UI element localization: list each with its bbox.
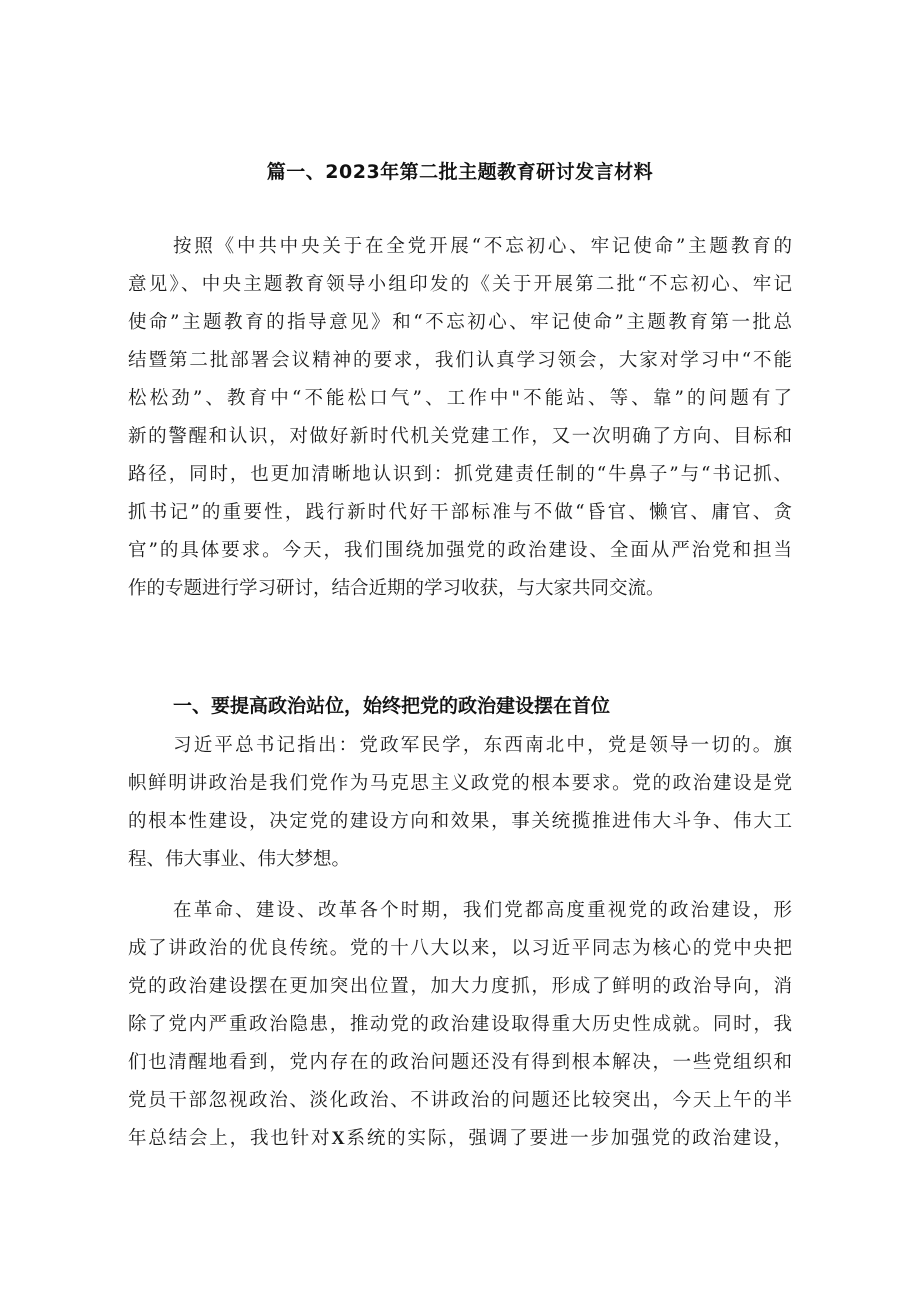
paragraph-line: 使命”主题教育的指导意见》和“不忘初心、牢记使命”主题教育第一批总	[128, 312, 792, 333]
paragraph-line: 路径，同时，也更加清晰地认识到：抓党建责任制的“牛鼻子”与“书记抓、	[128, 464, 792, 485]
paragraph-line: 结暨第二批部署会议精神的要求，我们认真学习领会，大家对学习中“不能	[128, 350, 792, 371]
paragraph-line: 除了党内严重政治隐患，推动党的政治建设取得重大历史性成就。同时，我	[128, 1014, 792, 1035]
section-heading: 一、要提高政治站位，始终把党的政治建设摆在首位	[173, 695, 611, 717]
paragraph-line: 意见》、中央主题教育领导小组印发的《关于开展第二批“不忘初心、牢记	[128, 274, 792, 295]
paragraph-line: 的根本性建设，决定党的建设方向和效果，事关统揽推进伟大斗争、伟大工	[128, 811, 792, 832]
paragraph-line: 官”的具体要求。今天，我们围绕加强党的政治建设、全面从严治党和担当	[128, 540, 792, 561]
paragraph-line: 程、伟大事业、伟大梦想。	[128, 849, 351, 870]
paragraph-line: 帜鲜明讲政治是我们党作为马克思主义政党的根本要求。党的政治建设是党	[128, 773, 792, 794]
paragraph-line: 在革命、建设、改革各个时期，我们党都高度重视党的政治建设，形	[173, 900, 792, 921]
paragraph-line: 抓书记”的重要性，践行新时代好干部标准与不做“昏官、懒官、庸官、贪	[128, 502, 792, 523]
document-title: 篇一、2023年第二批主题教育研讨发言材料	[266, 161, 654, 183]
paragraph-line: 作的专题进行学习研讨，结合近期的学习收获，与大家共同交流。	[128, 578, 665, 599]
system-name-x: X	[331, 1129, 345, 1149]
text-segment: 年总结会上，我也针对	[128, 1128, 332, 1149]
paragraph-line: 习近平总书记指出：党政军民学，东西南北中，党是领导一切的。旗	[173, 735, 792, 756]
paragraph-line: 党的政治建设摆在更加突出位置，加大力度抓，形成了鲜明的政治导向，消	[128, 976, 792, 997]
paragraph-line: 们也清醒地看到，党内存在的政治问题还没有得到根本解决，一些党组织和	[128, 1052, 792, 1073]
paragraph-line: 松松劲”、教育中“不能松口气”、工作中"不能站、等、靠”的问题有了	[128, 388, 792, 409]
text-segment: 系统的实际，强调了要进一步加强党的政治建设，	[344, 1128, 792, 1149]
paragraph-line: 按照《中共中央关于在全党开展“不忘初心、牢记使命”主题教育的	[173, 236, 792, 257]
paragraph-line: 党员干部忽视政治、淡化政治、不讲政治的问题还比较突出，今天上午的半	[128, 1090, 792, 1111]
paragraph-line-final	[128, 1124, 792, 1154]
paragraph-line: 成了讲政治的优良传统。党的十八大以来，以习近平同志为核心的党中央把	[128, 938, 792, 959]
paragraph-line: 新的警醒和认识，对做好新时代机关党建工作，又一次明确了方向、目标和	[128, 426, 792, 447]
